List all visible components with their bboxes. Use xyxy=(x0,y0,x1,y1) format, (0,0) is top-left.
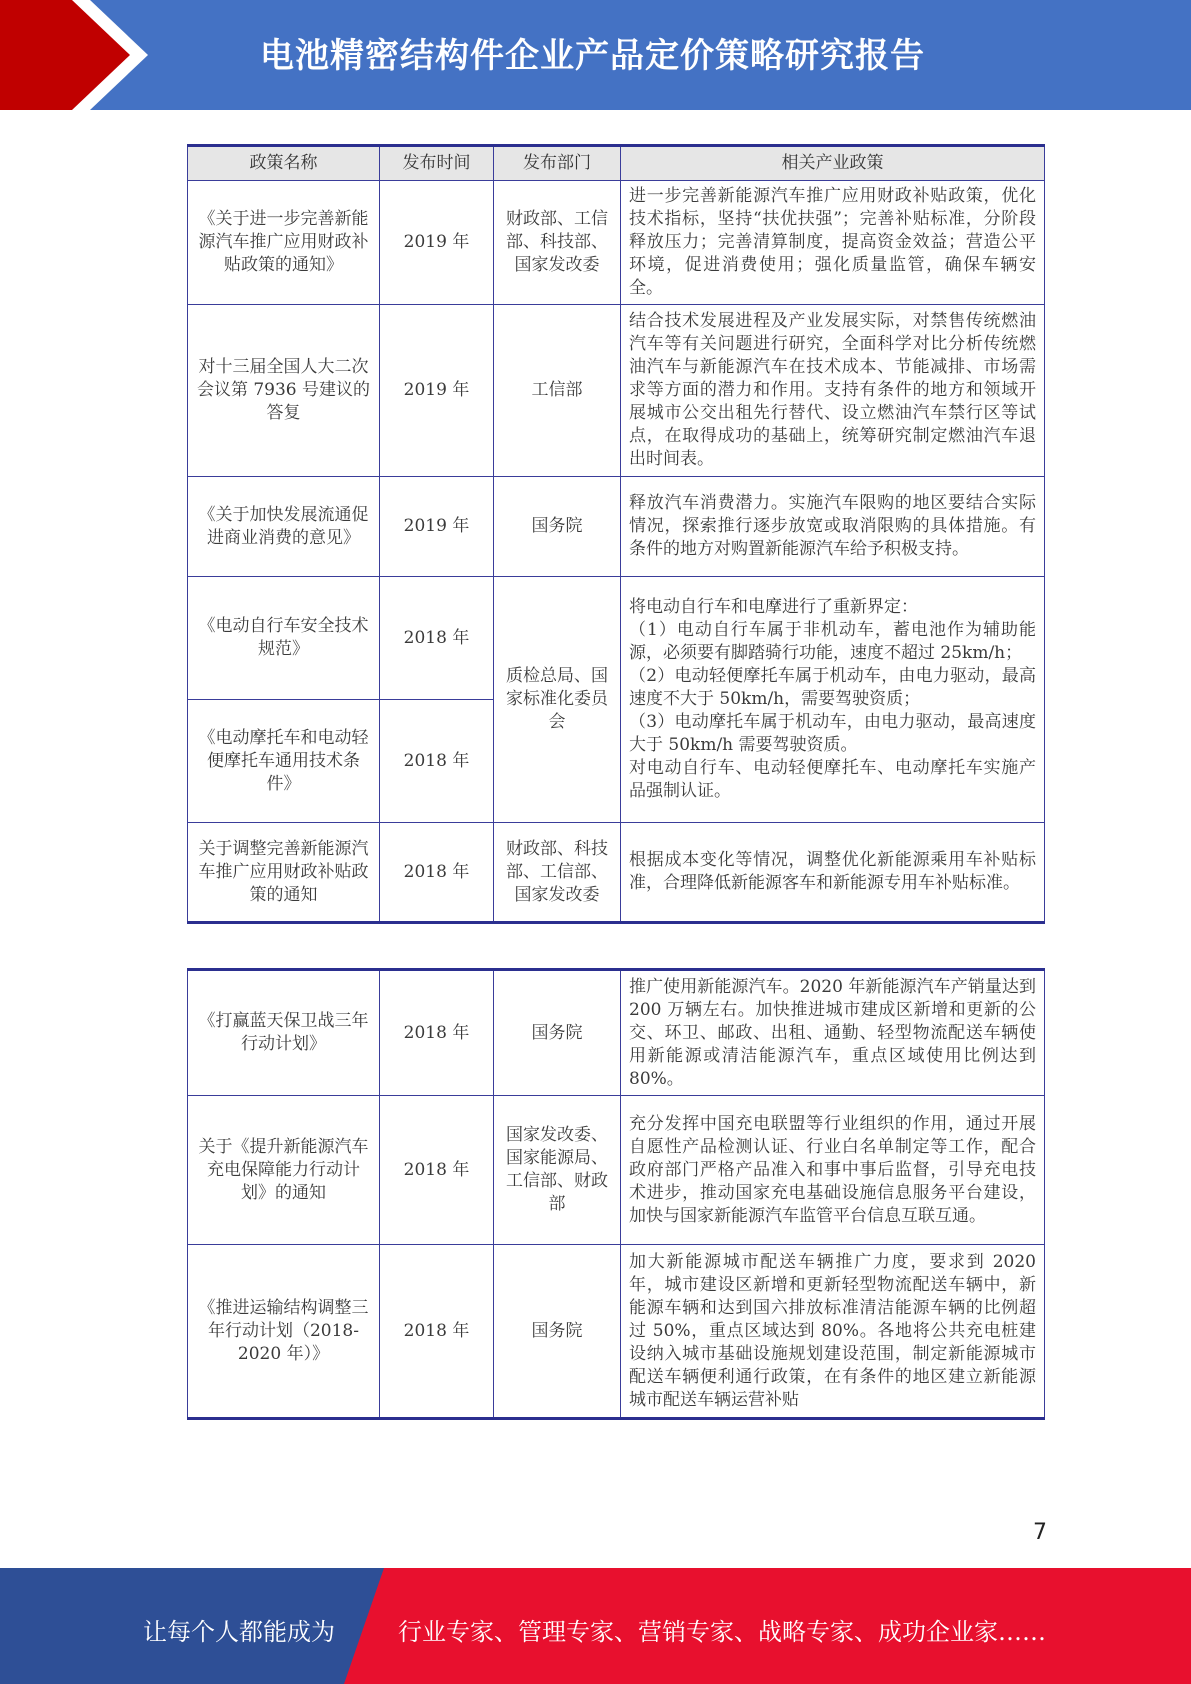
policy-detail: 释放汽车消费潜力。实施汽车限购的地区要结合实际情况，探索推行逐步放宽或取消限购的具体措施。有条件的地方对购置新能源汽车给予积极支持。 xyxy=(621,477,1045,577)
policy-name: 对十三届全国人大二次会议第 7936 号建议的答复 xyxy=(188,305,380,477)
table-row xyxy=(188,823,1045,923)
policy-detail-line: （1）电动自行车属于非机动车，蓄电池作为辅助能源，必须要有脚踏骑行功能，速度不超过 25km/h； xyxy=(629,620,1036,663)
table-row xyxy=(188,1096,1045,1245)
policy-detail: 根据成本变化等情况，调整优化新能源乘用车补贴标准，合理降低新能源客车和新能源专用车补贴标准。 xyxy=(621,823,1045,923)
policy-detail: 结合技术发展进程及产业发展实际，对禁售传统燃油汽车等有关问题进行研究，全面科学对比分析传统燃油汽车与新能源汽车在技术成本、节能减排、市场需求等方面的潜力和作用。支持有条件的地方和领域开展城市公交出租先行替代、设立燃油汽车禁行区等试点，在取得成功的基础上，统筹研究制定燃油汽车退出时间表。 xyxy=(621,305,1045,477)
table-row xyxy=(188,477,1045,577)
footer-slogan-left: 让每个人都能成为 xyxy=(143,1618,335,1646)
document-title: 电池精密结构件企业产品定价策略研究报告 xyxy=(260,36,925,76)
policy-dept: 工信部 xyxy=(494,305,621,477)
policy-detail xyxy=(621,577,1045,823)
table-row xyxy=(188,970,1045,1096)
policy-dept: 国务院 xyxy=(494,970,621,1096)
table-row xyxy=(188,181,1045,305)
policy-detail-line: 将电动自行车和电摩进行了重新界定： xyxy=(629,597,918,617)
header-arrow-decoration xyxy=(0,0,150,110)
footer-banner xyxy=(0,1568,1191,1684)
policy-detail: 进一步完善新能源汽车推广应用财政补贴政策，优化技术指标，坚持“扶优扶强”；完善补贴标准，分阶段释放压力；完善清算制度，提高资金效益；营造公平环境，促进消费使用；强化质量监管，确保车辆安全。 xyxy=(621,181,1045,305)
column-header: 发布时间 xyxy=(380,146,494,181)
policy-name: 《电动自行车安全技术规范》 xyxy=(188,577,380,700)
policy-year: 2019 年 xyxy=(380,477,494,577)
policy-name: 《打赢蓝天保卫战三年行动计划》 xyxy=(188,970,380,1096)
policy-name: 关于《提升新能源汽车充电保障能力行动计划》的通知 xyxy=(188,1096,380,1245)
policy-detail: 加大新能源城市配送车辆推广力度，要求到 2020 年，城市建设区新增和更新轻型物流配送车辆中，新能源车辆和达到国六排放标准清洁能源车辆的比例超过 50%，重点区域达到 80%。各地将公共充电桩建设纳入城市基础设施规划建设范围，制定新能源城市配送车辆便利通行政策，在有条件的地区建立新能源城市配送车辆运营补贴 xyxy=(621,1245,1045,1419)
policy-table-2 xyxy=(187,968,1045,1420)
policy-year: 2018 年 xyxy=(380,700,494,823)
policy-dept: 国务院 xyxy=(494,1245,621,1419)
table-row xyxy=(188,577,1045,700)
policy-detail: 推广使用新能源汽车。2020 年新能源汽车产销量达到 200 万辆左右。加快推进城市建成区新增和更新的公交、环卫、邮政、出租、通勤、轻型物流配送车辆使用新能源或清洁能源汽车，重点区域使用比例达到 80%。 xyxy=(621,970,1045,1096)
policy-dept: 质检总局、国家标准化委员会 xyxy=(494,577,621,823)
policy-name: 关于调整完善新能源汽车推广应用财政补贴政策的通知 xyxy=(188,823,380,923)
column-header: 发布部门 xyxy=(494,146,621,181)
policy-year: 2019 年 xyxy=(380,181,494,305)
policy-table-1 xyxy=(187,144,1045,924)
policy-year: 2018 年 xyxy=(380,1245,494,1419)
policy-year: 2018 年 xyxy=(380,823,494,923)
policy-dept: 国家发改委、国家能源局、工信部、财政部 xyxy=(494,1096,621,1245)
table-header-row xyxy=(188,146,1045,181)
policy-detail-line: （3）电动摩托车属于机动车，由电力驱动，最高速度大于 50km/h 需要驾驶资质。 xyxy=(629,712,1036,755)
policy-name: 《关于进一步完善新能源汽车推广应用财政补贴政策的通知》 xyxy=(188,181,380,305)
table-row xyxy=(188,1245,1045,1419)
policy-detail-line: （2）电动轻便摩托车属于机动车，由电力驱动，最高速度不大于 50km/h，需要驾驶资质； xyxy=(629,666,1036,709)
column-header: 相关产业政策 xyxy=(621,146,1045,181)
footer-slogan-right: 行业专家、管理专家、营销专家、战略专家、成功企业家…… xyxy=(398,1618,1046,1646)
policy-dept: 财政部、科技部、工信部、国家发改委 xyxy=(494,823,621,923)
policy-detail: 充分发挥中国充电联盟等行业组织的作用，通过开展自愿性产品检测认证、行业白名单制定等工作，配合政府部门严格产品准入和事中事后监督，引导充电技术进步，推动国家充电基础设施信息服务平台建设，加快与国家新能源汽车监管平台信息互联互通。 xyxy=(621,1096,1045,1245)
policy-detail-line: 对电动自行车、电动轻便摩托车、电动摩托车实施产品强制认证。 xyxy=(629,758,1036,801)
page-number: 7 xyxy=(1033,1520,1047,1545)
column-header: 政策名称 xyxy=(188,146,380,181)
header-banner xyxy=(0,0,1191,110)
policy-year: 2018 年 xyxy=(380,577,494,700)
policy-name: 《电动摩托车和电动轻便摩托车通用技术条件》 xyxy=(188,700,380,823)
policy-name: 《关于加快发展流通促进商业消费的意见》 xyxy=(188,477,380,577)
policy-year: 2018 年 xyxy=(380,970,494,1096)
table-row xyxy=(188,305,1045,477)
policy-year: 2018 年 xyxy=(380,1096,494,1245)
policy-year: 2019 年 xyxy=(380,305,494,477)
policy-name: 《推进运输结构调整三年行动计划（2018-2020 年）》 xyxy=(188,1245,380,1419)
policy-dept: 财政部、工信部、科技部、国家发改委 xyxy=(494,181,621,305)
policy-dept: 国务院 xyxy=(494,477,621,577)
